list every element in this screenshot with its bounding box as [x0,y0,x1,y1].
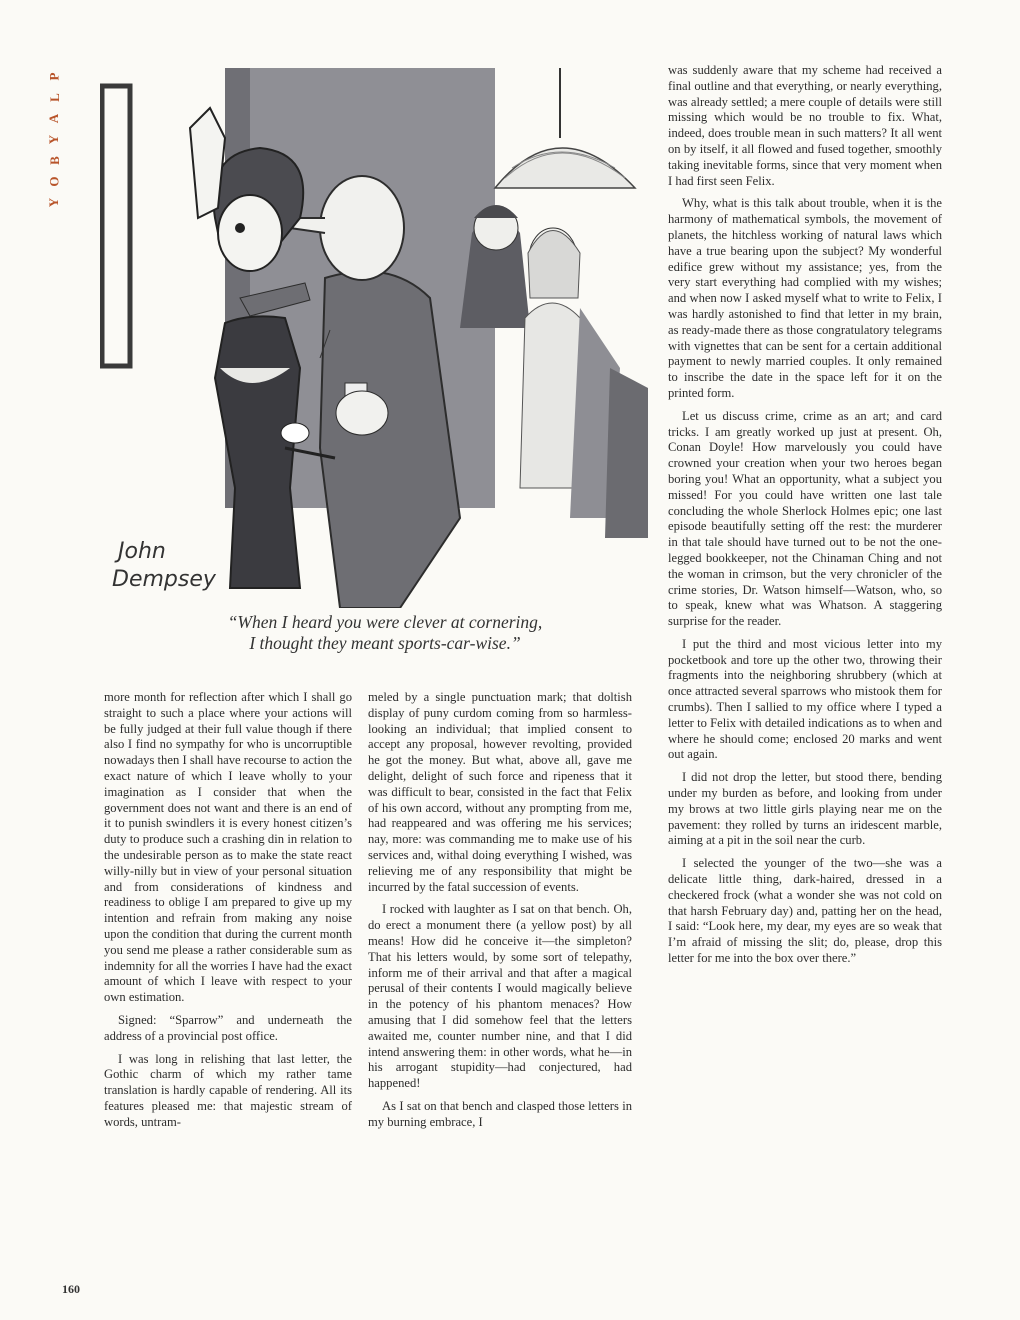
cartoon-illustration [100,68,652,608]
paragraph: Why, what is this talk about trouble, when it is the harmony of mathematical symbols, the movement of planets, the hitchless working of natural laws which have a true bearing upon the subject? My wonderful edifice grew without my assistance; yes, from the very start everything had complied with my wishes; and when now I asked myself what to write to Felix, I was hardly astonished to find that letter in my brain, as ready-made there as those congratulatory telegrams with vignettes that can be sent for a certain additional payment to newly married couples. It only remained to inscribe the date in the space left for it on the printed form. [668,196,942,400]
paragraph: more month for reflection after which I shall go straight to such a place where your actions will be fully judged at their full value though if there also I find no sympathy for who is uncorruptible nowadays then I shall have recourse to action the exact nature of which I leave wholly to your imagination as I consider that when the government does not want and there is an end of it to punish swindlers it is every honest citizen’s duty to produce such a crashing din in relation to the undesirable person as to make the state react willy-nilly but in view of your personal situation and from considerations of kindness and readiness to oblige I am prepared to give up my intention and refrain from making any noise upon the condition that during the current month you send me please a rather considerable sum as indemnity for all the worries I have had the exact amount of which I leave with respect to your own estimation. [104,690,352,1005]
masthead-letter: P [46,72,62,81]
paragraph: Let us discuss crime, crime as an art; and card tricks. I am greatly worked up just at present. Oh, Conan Doyle! How marvelously you could have crowned your creation when your two heroes began boring you! What an opportunity, what a subject you missed! For you could have written one last tale concluding the whole Sherlock Holmes epic; one last episode beautifully setting off the rest: the murderer in that tale should have turned out to be not the one-legged bookkeeper, not the Chinaman Ching and not the woman in crimson, but the very chronicler of the crime stories, Dr. Watson himself—Watson, who, so to speak, knew what was Whatson. A staggering surprise for the reader. [668,408,942,629]
hanging-lamp [495,68,635,188]
masthead-letter: Y [46,134,62,145]
masthead-letter: A [46,113,62,124]
paragraph: I did not drop the letter, but stood there, bending under my burden as before, and looking from under my brows at two little girls playing near me on the pavement: they rolled by turns an iridescent marble, aiming at a pit in the soil near the curb. [668,770,942,848]
text-column-left [104,690,352,1131]
paragraph: meled by a single punctuation mark; that doltish display of puny curdom coming from so harmless-looking an individual; that implied consent to accept any proposal, however revolting, provided he got the money. But what, above all, gave me delight, delight of such force and ripeness that it was difficult to bear, consisted in the fact that Felix of his own accord, without any prompting from me, had reappeared and was offering me his services; nay, more: was commanding me to make use of his services and, withal doing everything I wished, was relieving me of any responsibility that might be incurred by the fatal succession of events. [368,690,632,894]
paragraph: I selected the younger of the two—she was a delicate little thing, dark-haired, dressed in a checkered frock (what a wonder she was not cold on that harsh February day) and, patting her on the head, I said: “Look here, my dear, my eyes are so weak that I’m afraid of missing the slit; do, please, drop this letter for me into the box over there.” [668,856,942,966]
masthead-letter: Y [46,197,62,208]
caption-line: “When I heard you were clever at cornering, [227,612,543,632]
artist-signature: John [118,539,166,564]
masthead-letter: O [46,176,62,187]
paragraph: was suddenly aware that my scheme had received a final outline and that everything, or nearly everything, was already settled; a mere couple of details were still missing which would be no trouble to fix. What, indeed, does trouble mean in such matters? It all went on by itself, it all flowed and fused together, smoothly taking inevitable forms, since that very moment when I had first seen Felix. [668,63,942,188]
page-number: 160 [62,1282,80,1296]
magazine-masthead [34,66,74,213]
paragraph: Signed: “Sparrow” and underneath the address of a provincial post office. [104,1012,352,1043]
artist-signature: Dempsey [112,567,216,592]
text-column-middle [368,690,632,1131]
paragraph: I rocked with laughter as I sat on that bench. Oh, do erect a monument there (a yellow post) by all means! How did he conceive it—the simpleton? That his letters would, by some sort of telepathy, inform me of their arrival and that after a magical perusal of their contents I would magically believe in the potency of his phantom menaces? How amusing that I did somehow feel that the letters awaited me, counter number nine, and that I did intend answering them: in other words, what he—in his arrogant stupidity—had conjectured, had happened! [368,902,632,1091]
caption-line: I thought they meant sports-car-wise.” [249,633,521,653]
masthead-letter: B [46,156,62,165]
paragraph: I put the third and most vicious letter into my pocketbook and tore up the other two, throwing their fragments into the neighboring shrubbery (which at once attracted several sparrows who mistook them for crumbs). Then I sallied to my office where I typed a letter to Felix with detailed indications as to when and where he should come; enclosed 20 marks and went out again. [668,636,942,762]
paragraph: I was long in relishing that last letter, the Gothic charm of which my rather tame translation is hardly capable of rendering. All its features pleased me: that majestic stream of words, untram- [104,1051,352,1129]
text-column-right [668,63,942,967]
masthead-letter: L [46,93,62,102]
cartoon-caption [150,612,620,654]
paragraph: As I sat on that bench and clasped those letters in my burning embrace, I [368,1098,632,1129]
